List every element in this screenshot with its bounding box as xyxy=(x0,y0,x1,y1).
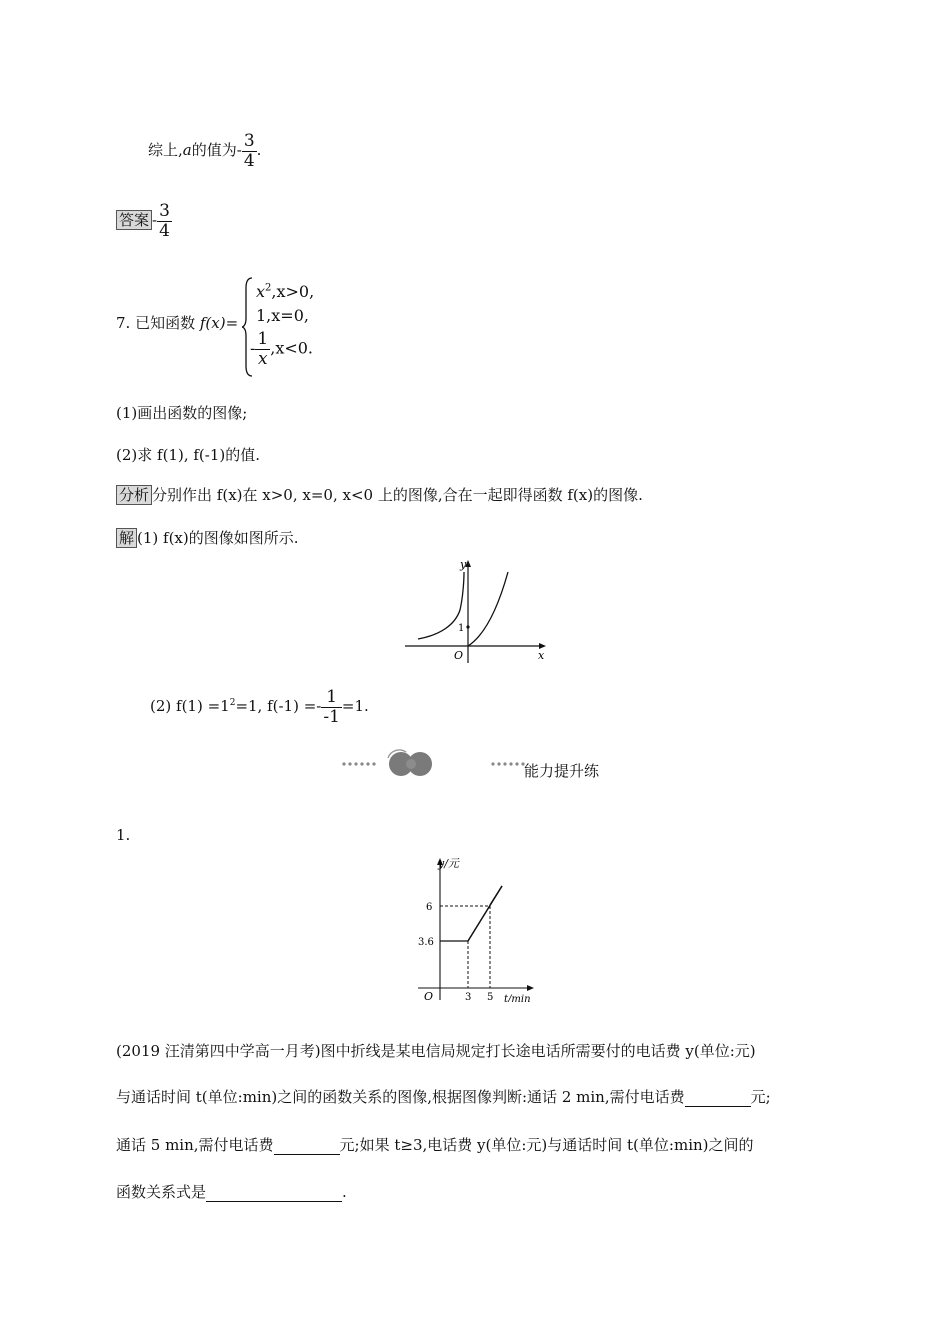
q7-label-text: 7. 已知函数 xyxy=(116,314,196,332)
solution2-mid: =1, f(-1) =- xyxy=(235,697,322,716)
solution-tag: 解 xyxy=(116,528,137,548)
summary-den: 4 xyxy=(243,150,255,171)
q1-ytick-3-6: 3.6 xyxy=(418,937,434,948)
summary-prefix: 综上, xyxy=(148,141,183,160)
q1-line1: (2019 汪清第四中学高一月考)图中折线是某电信局规定打长途电话所需要付的电话费 y(单位:元) xyxy=(116,1042,756,1060)
q1-ytick-6: 6 xyxy=(426,902,433,913)
q1-line2-b: 元; xyxy=(750,1088,771,1106)
case3-num: 1 xyxy=(257,329,269,349)
summary-sign: - xyxy=(236,141,242,160)
summary-var: a xyxy=(182,141,192,160)
phone-fee-graph xyxy=(410,852,540,1002)
q7-eq: = xyxy=(225,314,239,332)
summary-num: 3 xyxy=(243,131,255,151)
summary-line xyxy=(148,132,261,170)
case3-den: x xyxy=(258,348,268,369)
case2-text: 1,x=0, xyxy=(256,306,309,325)
q1-y-label: y/元 xyxy=(438,857,459,870)
t-axis-arrow xyxy=(527,985,534,991)
piecewise-case-2 xyxy=(256,306,309,325)
q1-blank-3 xyxy=(206,1186,342,1202)
q1-x-label: t/min xyxy=(504,994,531,1002)
q1-line4-b: . xyxy=(342,1183,347,1201)
summary-mid: 的值为 xyxy=(191,141,237,160)
solution2-prefix: (2) f(1) =1 xyxy=(150,697,230,716)
section-header: 能力提升练 xyxy=(524,762,600,780)
q1-line3-a: 通话 5 min,需付电话费 xyxy=(116,1136,274,1154)
q1-number: 1. xyxy=(116,826,131,844)
q1-blank-1 xyxy=(685,1091,751,1107)
graph1-origin: O xyxy=(454,649,464,662)
q7-solution2 xyxy=(150,688,369,726)
graph1-tick-one: 1 xyxy=(458,623,465,634)
q1-line4-a: 函数关系式是 xyxy=(116,1183,207,1201)
q7-fx: f(x) xyxy=(199,314,226,332)
curve-right xyxy=(468,572,508,646)
point-one xyxy=(466,625,469,628)
q7-analysis xyxy=(116,484,643,505)
graph1-y-label: y xyxy=(460,558,467,571)
piecewise-case-1 xyxy=(256,282,314,301)
solution2-fraction xyxy=(321,688,342,726)
case1-cond: ,x>0, xyxy=(271,282,315,301)
solution2-num: 1 xyxy=(321,688,342,708)
q7-solution1 xyxy=(116,527,299,548)
q1-blank-2 xyxy=(274,1139,340,1155)
case3-sign: - xyxy=(250,338,256,358)
answer-line xyxy=(116,202,172,240)
section-divider-left-decoration xyxy=(340,746,436,778)
q1-origin: O xyxy=(424,990,434,1002)
q1-line2 xyxy=(116,1086,771,1107)
q1-line2-a: 与通话时间 t(单位:min)之间的函数关系的图像,根据图像判断:通话 2 min,需付电话费 xyxy=(116,1088,685,1106)
solution1-text: (1) f(x)的图像如图所示. xyxy=(137,529,299,547)
solution2-sup: 2 xyxy=(229,698,236,709)
summary-fraction xyxy=(242,132,257,170)
q1-xtick-3: 3 xyxy=(465,992,472,1002)
case1-expr: x xyxy=(256,282,266,301)
answer-num: 3 xyxy=(159,201,170,221)
solution2-end: =1. xyxy=(341,697,369,716)
q7-part1: (1)画出函数的图像; xyxy=(116,404,248,422)
fee-line xyxy=(440,886,502,941)
case1-sup: 2 xyxy=(265,282,272,294)
function-graph xyxy=(400,555,550,667)
solution2-den: -1 xyxy=(323,706,340,727)
case3-cond: ,x<0. xyxy=(270,338,314,358)
analysis-tag: 分析 xyxy=(116,485,152,505)
q1-xtick-5: 5 xyxy=(487,992,494,1002)
case3-fraction xyxy=(255,330,270,368)
q7-label xyxy=(116,312,238,333)
answer-fraction xyxy=(157,202,172,240)
q1-line4 xyxy=(116,1181,347,1202)
q1-line3-b: 元;如果 t≥3,电话费 y(单位:元)与通话时间 t(单位:min)之间的 xyxy=(339,1136,754,1154)
answer-sign: - xyxy=(152,211,158,230)
q1-line3 xyxy=(116,1134,754,1155)
summary-end: . xyxy=(256,141,262,160)
answer-tag: 答案 xyxy=(116,210,152,230)
piecewise-case-3 xyxy=(250,330,313,368)
answer-den: 4 xyxy=(159,220,170,241)
analysis-text: 分别作出 f(x)在 x>0, x=0, x<0 上的图像,合在一起即得函数 f(x)的图像. xyxy=(152,486,643,504)
q7-part2: (2)求 f(1), f(-1)的值. xyxy=(116,446,260,464)
graph1-x-label: x xyxy=(538,649,545,662)
